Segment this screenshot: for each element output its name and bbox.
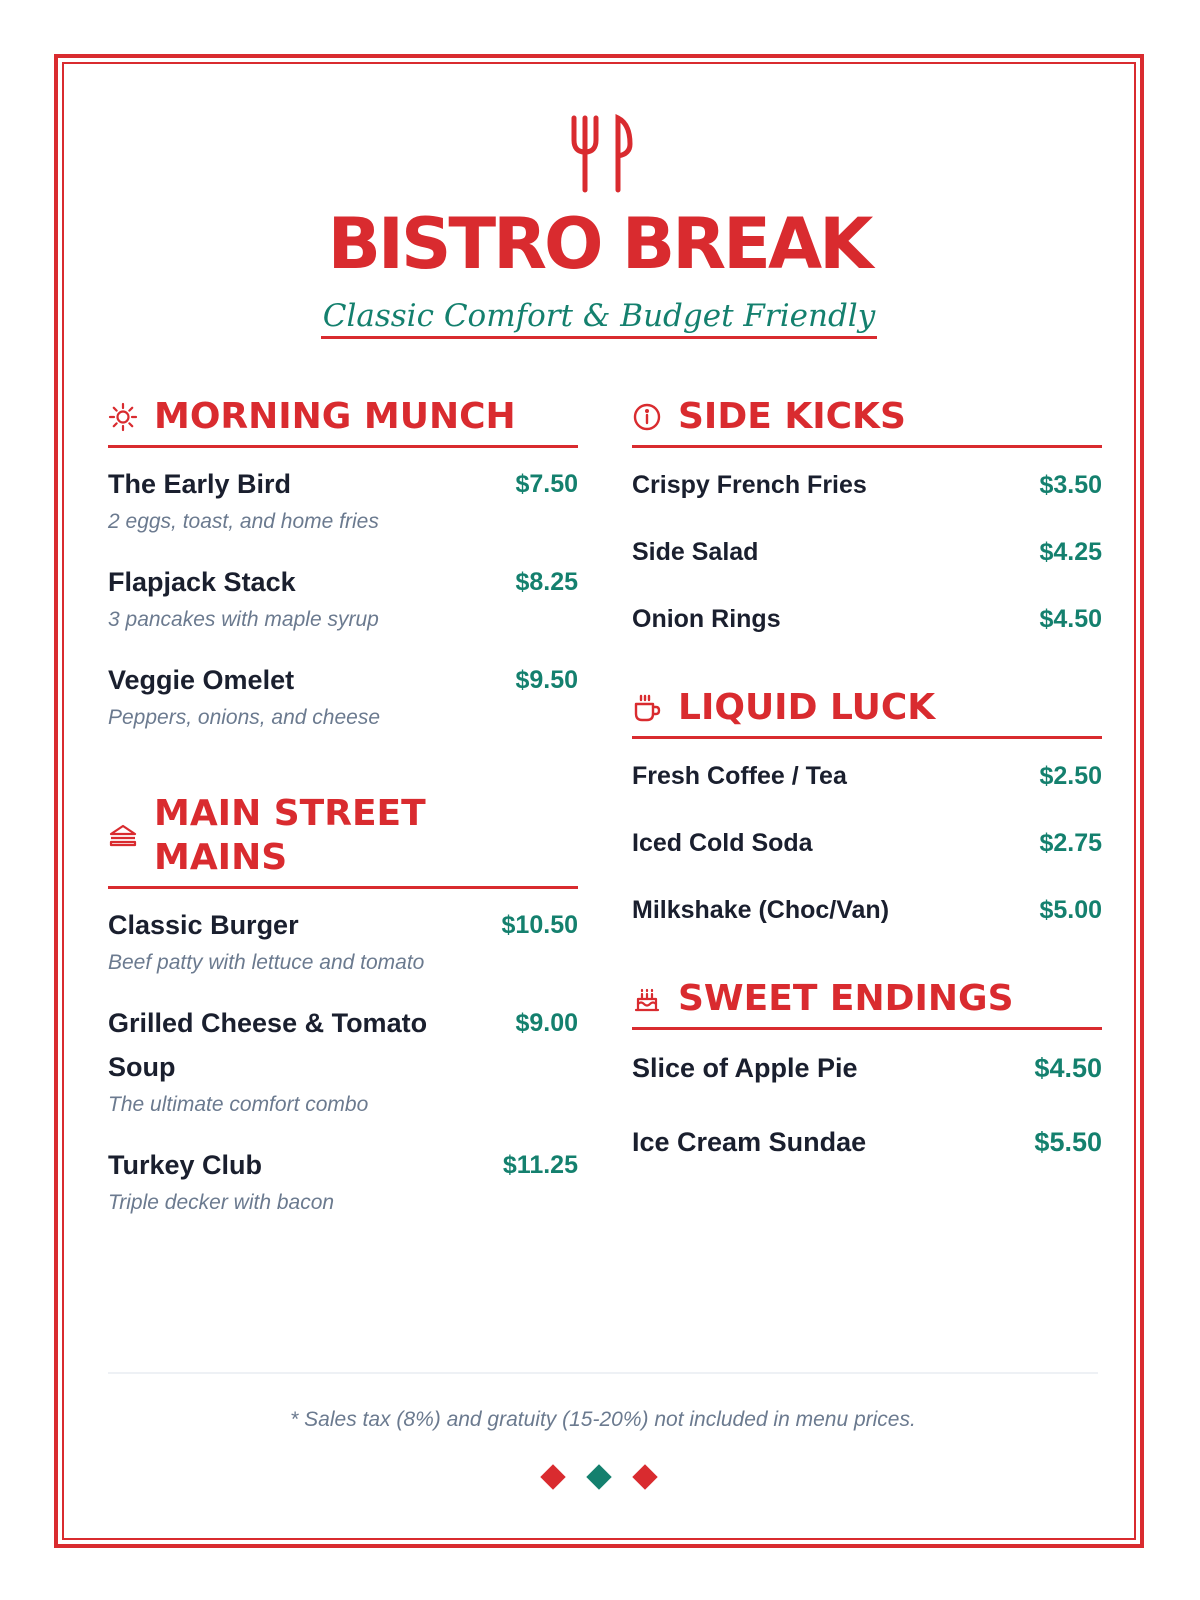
item-name: Crispy French Fries <box>632 471 867 499</box>
menu-item <box>108 1001 578 1119</box>
menu-item <box>108 1143 578 1217</box>
item-name: Veggie Omelet <box>108 665 295 695</box>
item-description: The ultimate comfort combo <box>108 1093 369 1116</box>
item-price: $4.25 <box>1039 538 1102 566</box>
item-price: $2.75 <box>1039 829 1102 857</box>
item-name: Slice of Apple Pie <box>632 1053 858 1083</box>
menu-item <box>632 887 1102 933</box>
section-heading <box>632 395 1102 448</box>
menu-item <box>632 596 1102 642</box>
item-price: $4.50 <box>1039 605 1102 633</box>
menu-item <box>632 1044 1102 1092</box>
diamond-icon <box>632 1464 657 1489</box>
diamond-icon <box>540 1464 565 1489</box>
item-name: Ice Cream Sundae <box>632 1127 867 1157</box>
item-price: $5.00 <box>1039 896 1102 924</box>
item-name: Fresh Coffee / Tea <box>632 762 847 790</box>
item-price: $8.25 <box>515 568 578 596</box>
item-description: 2 eggs, toast, and home fries <box>108 510 379 533</box>
item-price: $5.50 <box>1034 1127 1102 1157</box>
item-price: $2.50 <box>1039 762 1102 790</box>
section-side-kicks <box>632 395 1102 642</box>
item-description: Beef patty with lettuce and tomato <box>108 951 425 974</box>
item-price: $9.00 <box>515 1009 578 1037</box>
diamond-icon <box>586 1464 611 1489</box>
menu-column-left <box>108 395 578 1255</box>
footer-divider <box>108 1372 1098 1374</box>
section-title-line-2: MAINS <box>154 837 288 878</box>
item-name: Flapjack Stack <box>108 567 296 597</box>
section-heading <box>632 686 1102 739</box>
section-heading <box>632 977 1102 1030</box>
menu-item <box>632 462 1102 508</box>
menu-item <box>108 560 578 634</box>
section-morning-munch <box>108 395 578 732</box>
menu-item <box>108 658 578 732</box>
section-title: SIDE KICKS <box>678 396 906 437</box>
diamond-ornament <box>538 1462 678 1498</box>
section-sweet-endings <box>632 977 1102 1166</box>
tagline: Classic Comfort & Budget Friendly <box>322 298 876 334</box>
section-heading <box>108 395 578 448</box>
section-liquid-luck <box>632 686 1102 933</box>
item-price: $9.50 <box>515 666 578 694</box>
menu-item <box>632 529 1102 575</box>
menu-item <box>632 820 1102 866</box>
item-price: $7.50 <box>515 470 578 498</box>
section-main-street-mains <box>108 792 578 1217</box>
info-circle-icon <box>632 402 662 432</box>
section-title: MORNING MUNCH <box>154 396 516 437</box>
restaurant-name: BISTRO BREAK <box>327 203 871 285</box>
sandwich-icon <box>108 821 138 851</box>
item-name: Iced Cold Soda <box>632 829 813 857</box>
item-name: Classic Burger <box>108 910 299 940</box>
fork-knife-icon <box>554 110 644 200</box>
section-title: LIQUID LUCK <box>678 687 936 728</box>
item-name: Milkshake (Choc/Van) <box>632 896 890 924</box>
menu-item <box>108 903 578 977</box>
section-title-line-1: MAIN STREET <box>154 793 426 834</box>
sun-icon <box>108 402 138 432</box>
tax-footnote: * Sales tax (8%) and gratuity (15-20%) not included in menu prices. <box>290 1408 916 1431</box>
menu-column-right <box>632 395 1102 1204</box>
cake-icon <box>632 984 662 1014</box>
item-description: 3 pancakes with maple syrup <box>108 608 379 631</box>
item-name: Onion Rings <box>632 605 781 633</box>
item-price: $11.25 <box>502 1151 578 1179</box>
section-heading <box>108 792 578 889</box>
item-name: Side Salad <box>632 538 759 566</box>
item-price: $3.50 <box>1039 471 1102 499</box>
item-name: Turkey Club <box>108 1150 263 1180</box>
item-price: $10.50 <box>501 911 578 939</box>
tagline-underline <box>321 298 877 339</box>
coffee-cup-icon <box>632 693 662 723</box>
menu-item <box>108 462 578 536</box>
menu-item <box>632 753 1102 799</box>
item-price: $4.50 <box>1034 1053 1102 1083</box>
item-name: Grilled Cheese & Tomato Soup <box>108 1008 428 1082</box>
item-description: Peppers, onions, and cheese <box>108 706 381 729</box>
section-title: SWEET ENDINGS <box>678 978 1014 1019</box>
menu-item <box>632 1118 1102 1166</box>
item-name: The Early Bird <box>108 469 292 499</box>
menu-header <box>62 100 1136 339</box>
item-description: Triple decker with bacon <box>108 1191 335 1214</box>
